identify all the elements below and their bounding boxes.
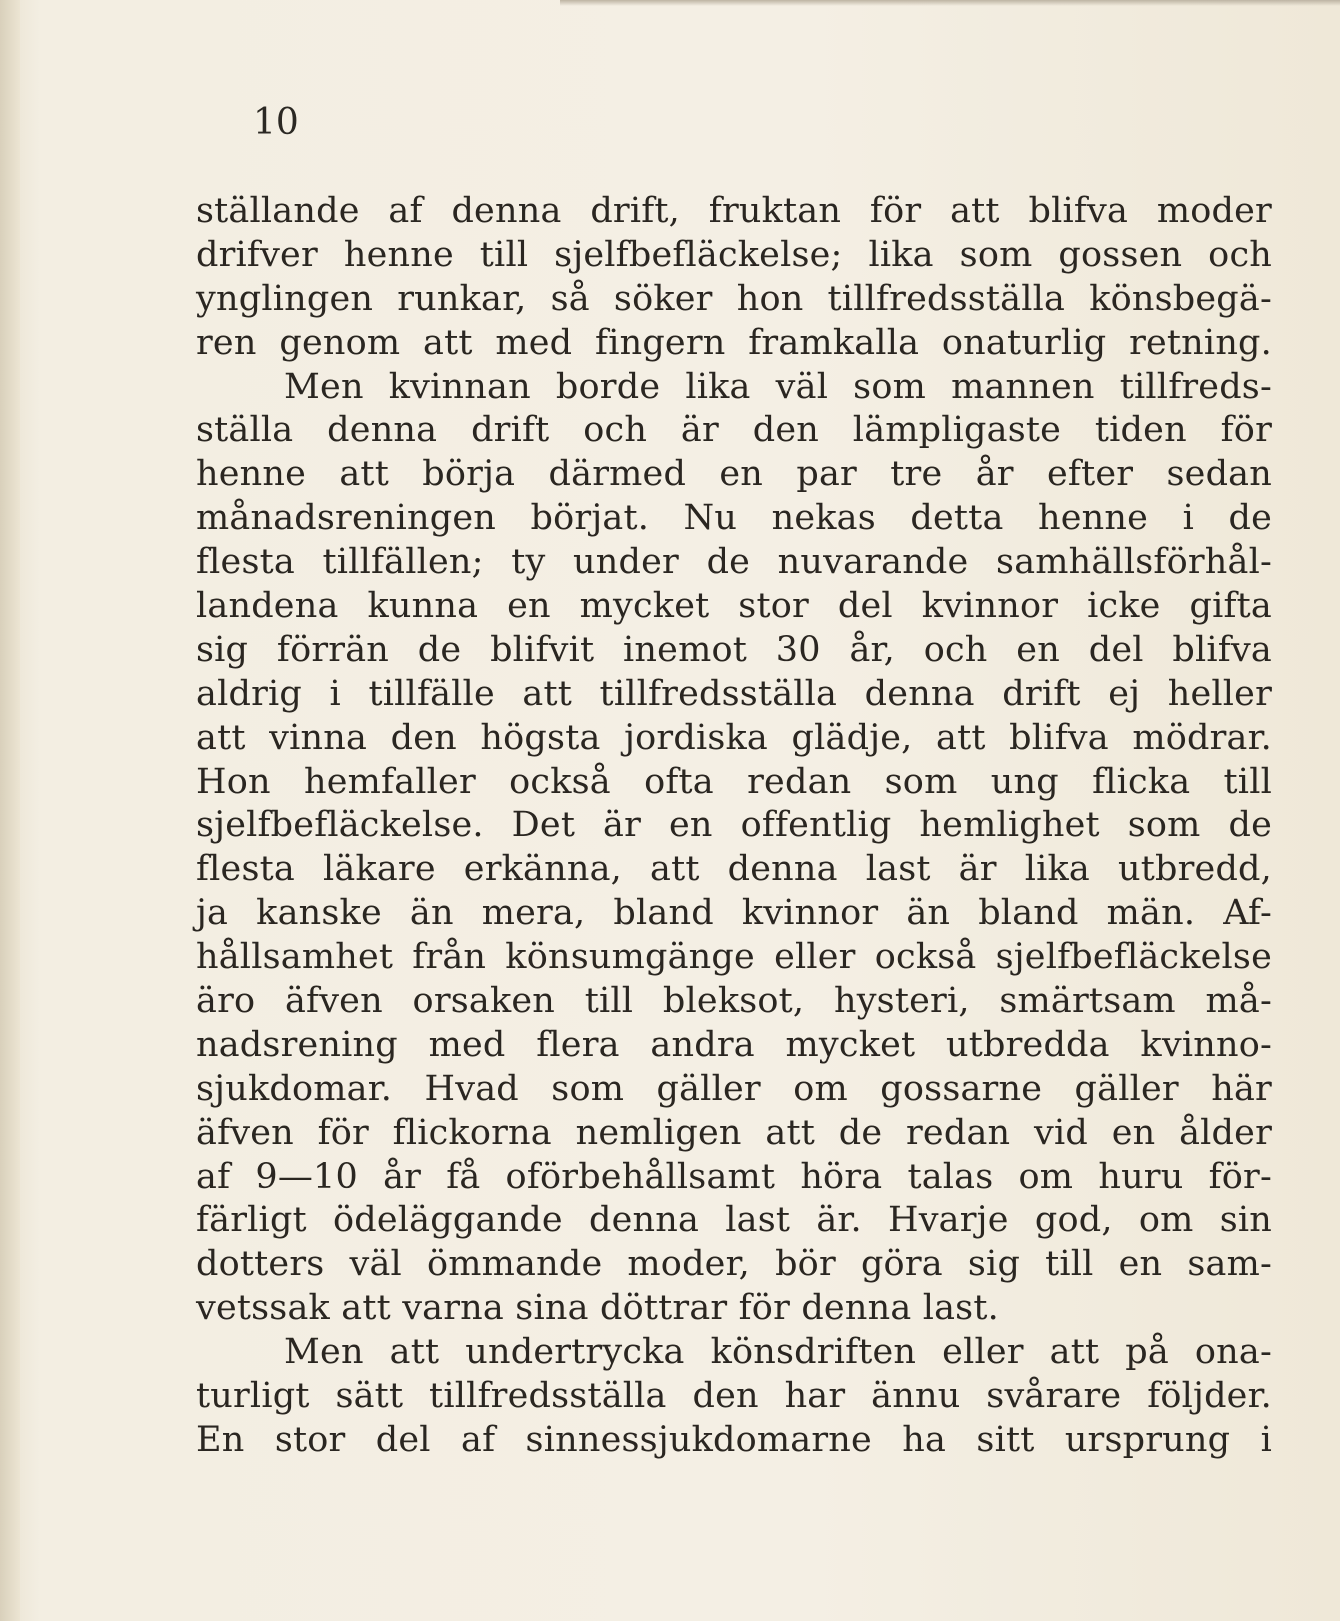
text-line: äro äfven orsaken till bleksot, hysteri, smärtsam må- <box>196 981 1272 1022</box>
text-line: Men kvinnan borde lika väl som mannen tillfreds- <box>284 366 1272 407</box>
body-text <box>196 190 1272 1463</box>
page-top-edge <box>560 0 1340 6</box>
text-line: flesta tillfällen; ty under de nuvarande samhällsförhål- <box>196 542 1272 583</box>
text-line: Men att undertrycka könsdriften eller att på ona- <box>284 1332 1272 1373</box>
text-line: ynglingen runkar, så söker hon tillfredsställa könsbegä- <box>196 278 1272 319</box>
page-spine-shadow <box>0 0 20 1621</box>
text-line: henne att börja därmed en par tre år efter sedan <box>196 454 1272 495</box>
text-line: ja kanske än mera, bland kvinnor än bland män. Af- <box>196 893 1272 934</box>
text-line: sjelfbefläckelse. Det är en offentlig hemlighet som de <box>196 805 1272 846</box>
page-number: 10 <box>253 102 299 143</box>
text-line: ställa denna drift och är den lämpligaste tiden för <box>196 410 1272 451</box>
text-line: dotters väl ömmande moder, bör göra sig till en sam- <box>196 1244 1272 1285</box>
text-line: drifver henne till sjelfbefläckelse; lika som gossen och <box>196 234 1272 275</box>
text-line: att vinna den högsta jordiska glädje, att blifva mödrar. <box>196 717 1272 758</box>
text-line: turligt sätt tillfredsställa den har ännu svårare följder. <box>196 1376 1272 1417</box>
text-line: vetssak att varna sina döttrar för denna last. <box>196 1288 999 1329</box>
text-line: landena kunna en mycket stor del kvinnor icke gifta <box>196 586 1272 627</box>
text-line: En stor del af sinnessjukdomarne ha sitt ursprung i <box>196 1419 1272 1460</box>
text-line: ställande af denna drift, fruktan för att blifva moder <box>196 191 1272 231</box>
text-line: hållsamhet från könsumgänge eller också sjelfbefläckelse <box>196 937 1272 978</box>
text-line: sjukdomar. Hvad som gäller om gossarne gäller här <box>196 1068 1272 1109</box>
text-line: färligt ödeläggande denna last är. Hvarje god, om sin <box>196 1200 1272 1241</box>
text-line: nadsrening med flera andra mycket utbredda kvinno- <box>196 1024 1272 1065</box>
text-line: aldrig i tillfälle att tillfredsställa denna drift ej heller <box>196 673 1272 714</box>
text-line: sig förrän de blifvit inemot 30 år, och en del blifva <box>196 629 1272 670</box>
text-line: Hon hemfaller också ofta redan som ung flicka till <box>196 761 1272 802</box>
text-line: af 9—10 år få oförbehållsamt höra talas om huru för- <box>196 1156 1272 1197</box>
text-line: ren genom att med fingern framkalla onaturlig retning. <box>196 322 1272 363</box>
text-line: månadsreningen börjat. Nu nekas detta henne i de <box>196 498 1272 539</box>
text-line: äfven för flickorna nemligen att de redan vid en ålder <box>196 1112 1272 1153</box>
text-line: flesta läkare erkänna, att denna last är lika utbredd, <box>196 849 1272 890</box>
